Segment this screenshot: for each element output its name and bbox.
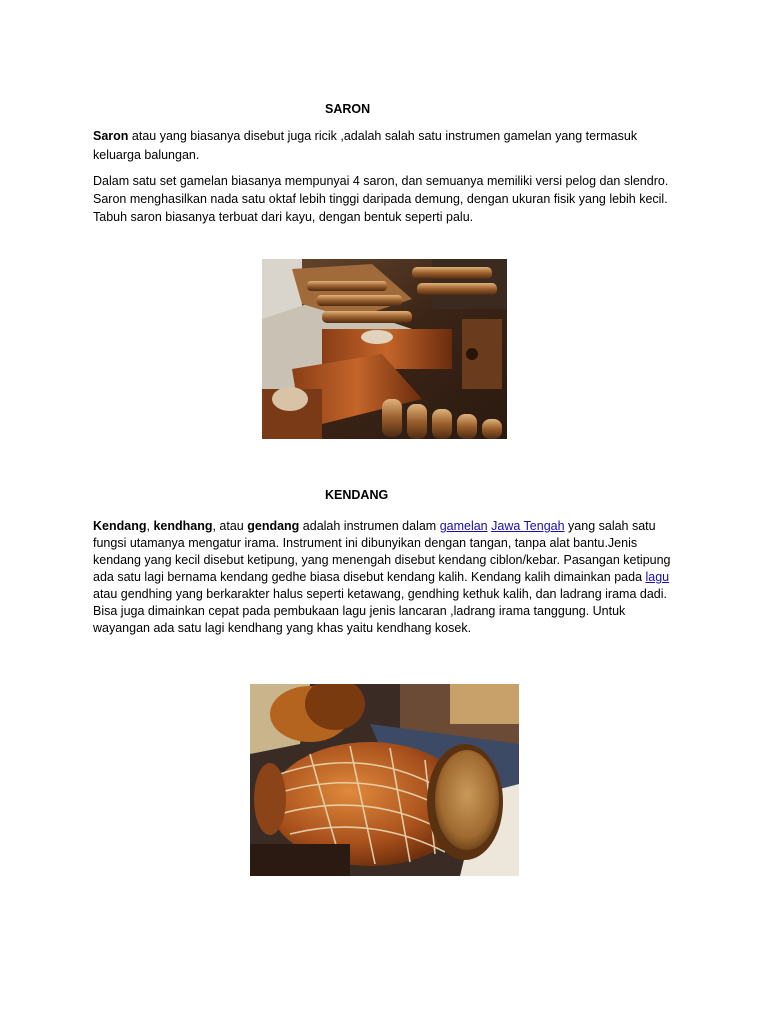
saron-intro-text: atau yang biasanya disebut juga ricik ,adalah salah satu instrumen gamelan yang termasuk keluarga balungan.: [93, 129, 638, 162]
kendang-text-1: adalah instrumen dalam: [299, 519, 440, 533]
kendang-heading: KENDANG: [325, 488, 389, 502]
kendang-paragraph: [93, 518, 683, 637]
saron-photo: [262, 259, 507, 439]
kendang-text-3: yang salah satu fungsi utamanya mengatur irama. Instrument ini dibunyikan dengan tangan, tanpa alat bantu.Jenis kendang yang kecil disebut ketipung, yang menengah disebut kendang ciblon/kebar. Pasangan ketipung ada satu lagi bernama kendang gedhe biasa disebut kendang kalih. Kendang kalih dimainkan pada: [93, 519, 671, 584]
kendang-separator-2: , atau: [212, 519, 248, 533]
kendang-bold-term-1: Kendang: [93, 519, 147, 533]
gamelan-link[interactable]: gamelan: [439, 519, 488, 533]
lagu-link[interactable]: lagu: [645, 570, 670, 584]
kendang-separator-1: ,: [146, 519, 154, 533]
saron-detail-paragraph: Dalam satu set gamelan biasanya mempunyai 4 saron, dan semuanya memiliki versi pelog dan slendro. Saron menghasilkan nada satu oktaf lebih tinggi daripada demung, dengan ukuran fisik yang lebih kecil. Tabuh saron biasanya terbuat dari kayu, dengan bentuk seperti palu.: [93, 174, 669, 224]
kendang-bold-term-2: kendhang: [153, 519, 213, 533]
jawa-tengah-link[interactable]: Jawa Tengah: [491, 519, 565, 533]
kendang-bold-term-3: gendang: [247, 519, 300, 533]
saron-heading: SARON: [325, 102, 371, 116]
kendang-text-4: atau gendhing yang berkarakter halus seperti ketawang, gendhing kethuk kalih, dan ladrang irama dadi. Bisa juga dimainkan cepat pada pembukaan lagu jenis lancaran ,ladrang irama tanggung. Untuk wayangan ada satu lagi kendhang yang khas yaitu kendhang kosek.: [93, 587, 667, 635]
saron-bold-term: Saron: [93, 129, 129, 143]
saron-intro-paragraph: [93, 127, 668, 165]
kendang-photo: [250, 684, 519, 876]
